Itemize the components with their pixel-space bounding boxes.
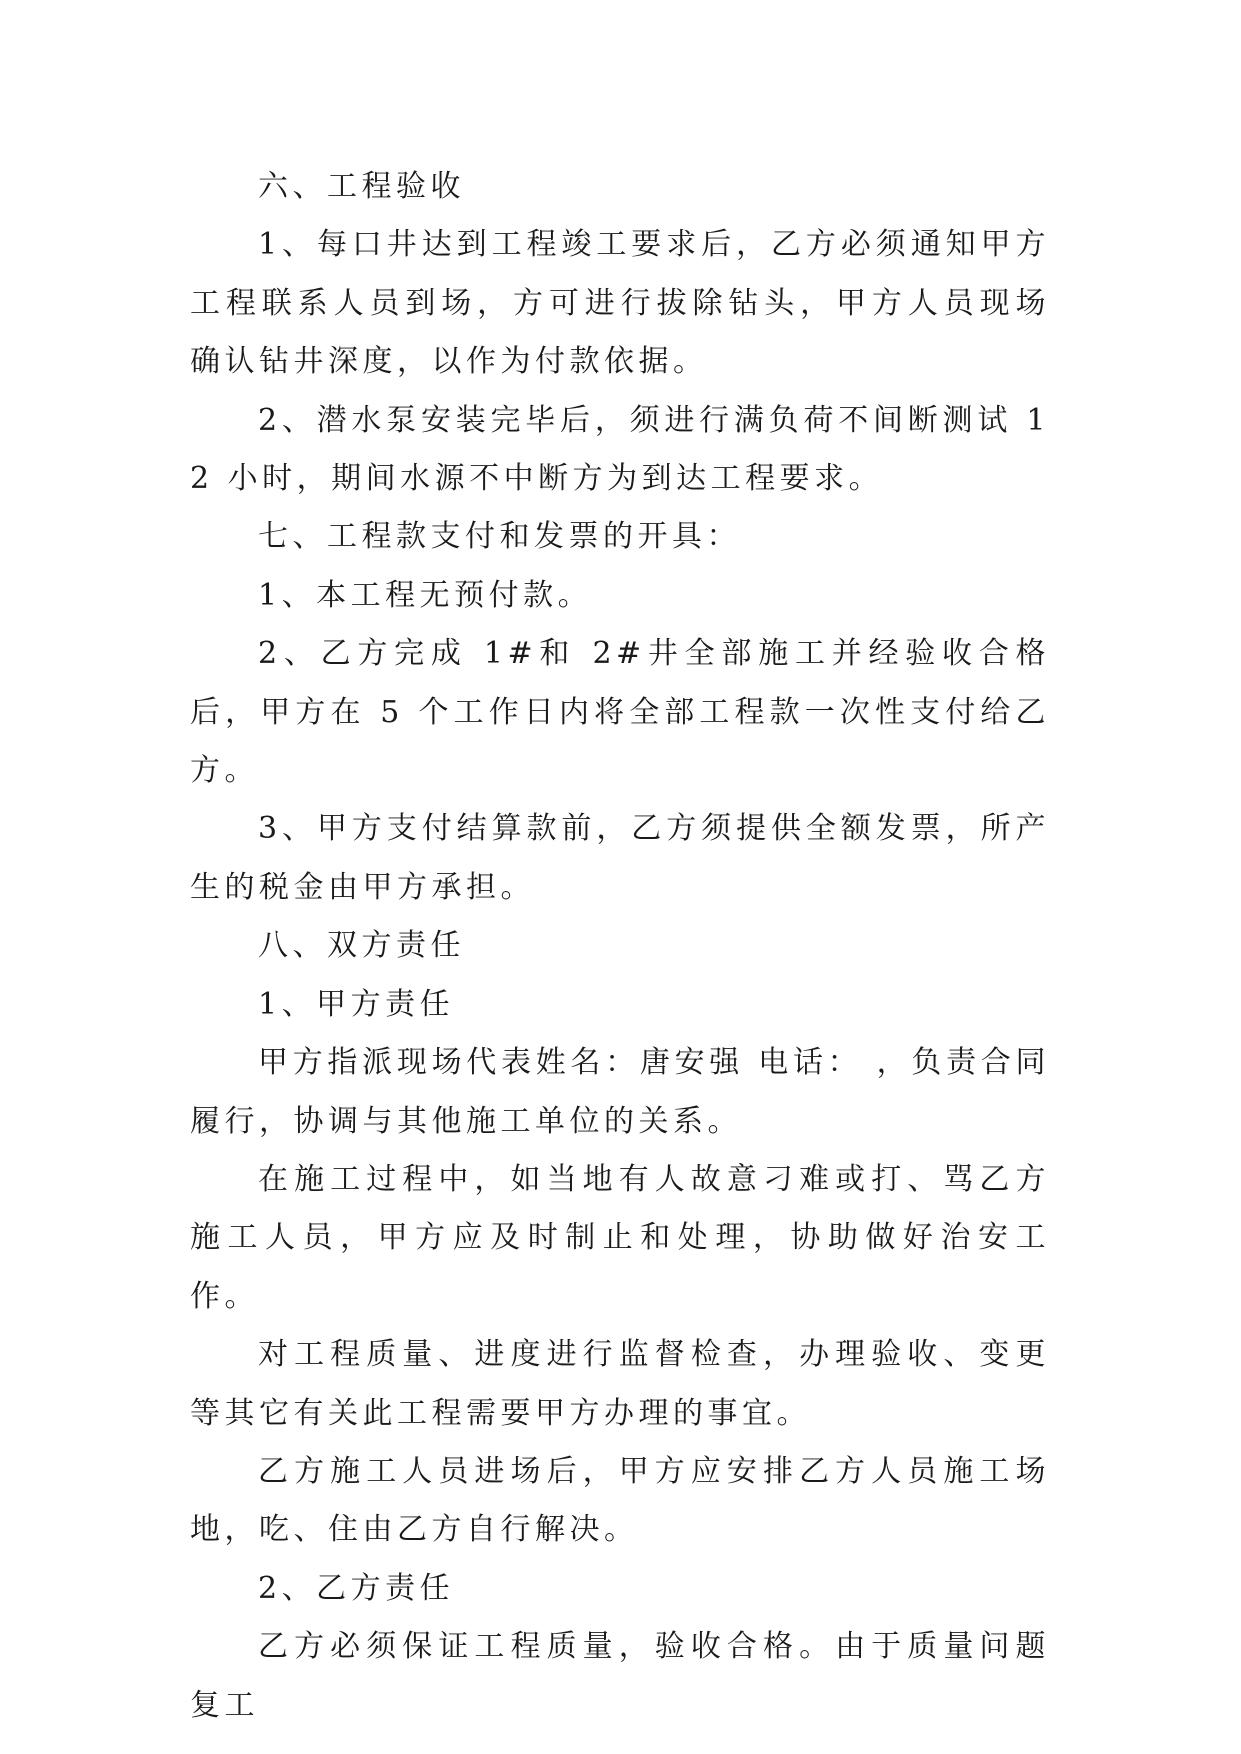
document-body	[190, 158, 1050, 1735]
paragraph-party-a-2: 在施工过程中，如当地有人故意刁难或打、骂乙方施工人员，甲方应及时制止和处理，协助做好治安工作。	[190, 1161, 1050, 1314]
section-heading-acceptance: 六、工程验收	[258, 169, 465, 204]
paragraph-payment-1: 1、本工程无预付款。	[258, 577, 593, 613]
paragraph-party-a-1: 甲方指派现场代表姓名：唐安强 电话： ，负责合同履行，协调与其他施工单位的关系。	[190, 1045, 1050, 1139]
paragraph-party-a-4: 乙方施工人员进场后，甲方应安排乙方人员施工场地，吃、住由乙方自行解决。	[190, 1453, 1050, 1548]
section-heading-payment: 七、工程款支付和发票的开具：	[258, 519, 741, 555]
paragraph-party-a-3: 对工程质量、进度进行监督检查，办理验收、变更等其它有关此工程需要甲方办理的事宜。	[190, 1337, 1050, 1431]
paragraph-party-b-1: 乙方必须保证工程质量，验收合格。由于质量问题复工	[190, 1629, 1050, 1723]
paragraph-payment-2: 2、乙方完成 1#和 2#井全部施工并经验收合格后，甲方在 5 个工作日内将全部工程款一次性支付给乙方。	[190, 636, 1050, 789]
subheading-party-a: 1、甲方责任	[258, 986, 455, 1022]
paragraph-payment-3: 3、甲方支付结算款前，乙方须提供全额发票，所产生的税金由甲方承担。	[190, 811, 1050, 905]
paragraph-acceptance-2: 2、潜水泵安装完毕后，须进行满负荷不间断测试 12 小时，期间水源不中断方为到达工程要求。	[190, 402, 1050, 497]
section-heading-responsibilities: 八、双方责任	[258, 928, 465, 964]
subheading-party-b: 2、乙方责任	[258, 1570, 455, 1606]
paragraph-acceptance-1: 1、每口井达到工程竣工要求后，乙方必须通知甲方工程联系人员到场，方可进行拔除钻头，甲方人员现场确认钻井深度，以作为付款依据。	[190, 227, 1050, 380]
